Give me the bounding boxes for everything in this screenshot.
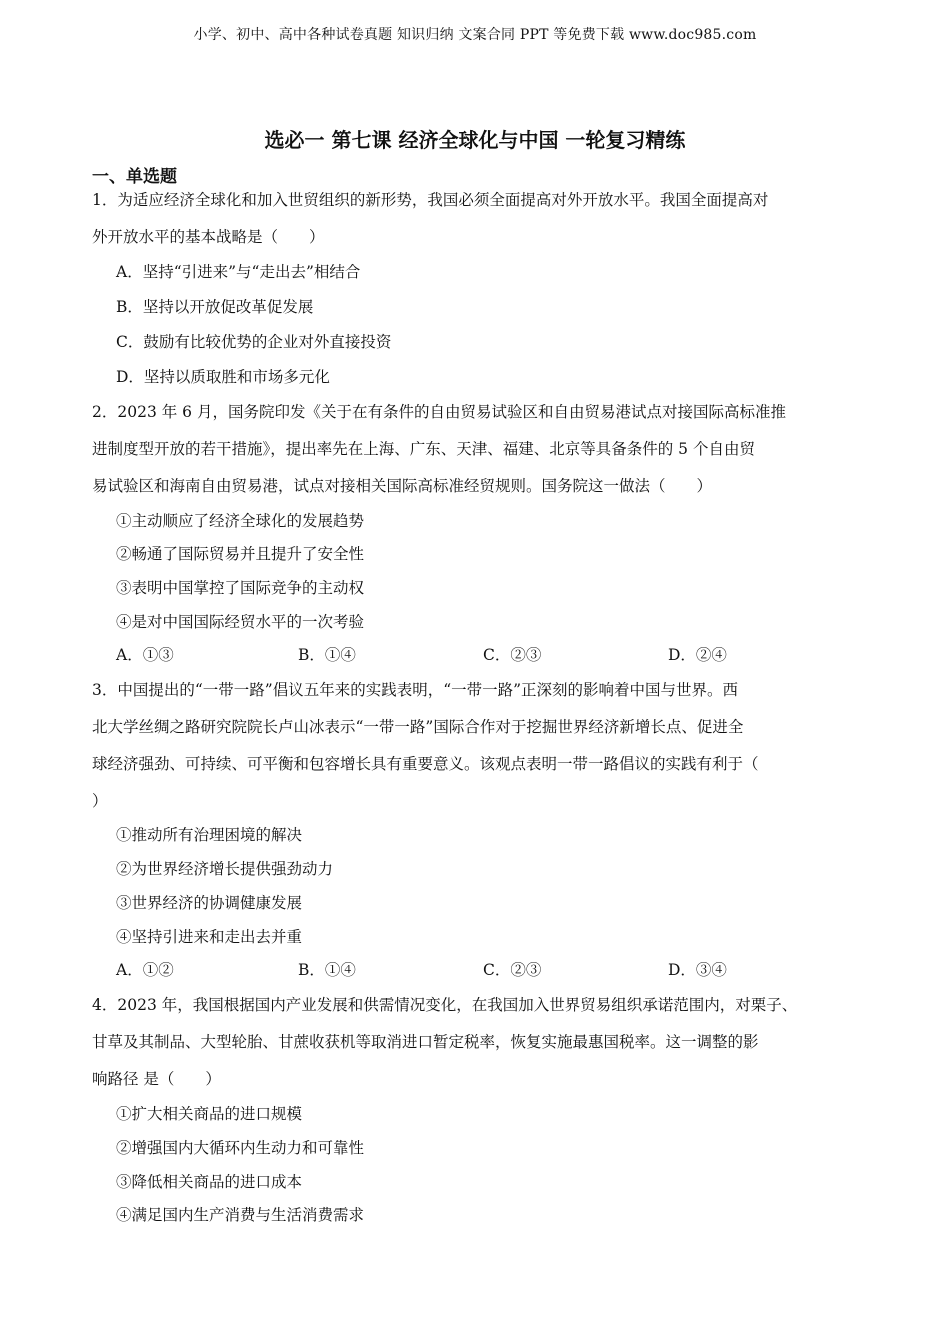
q3-item-1: ①推动所有治理困境的解决 xyxy=(116,826,303,844)
q3-item-4: ④坚持引进来和走出去并重 xyxy=(116,928,303,946)
q4-item-3: ③降低相关商品的进口成本 xyxy=(116,1173,303,1191)
q4-item-1: ①扩大相关商品的进口规模 xyxy=(116,1105,303,1123)
q3-option-d: D．③④ xyxy=(668,961,727,979)
q2-line-2: 进制度型开放的若干措施》，提出率先在上海、广东、天津、福建、北京等具备条件的 5 个自由贸 xyxy=(92,440,755,458)
q3-option-a: A．①② xyxy=(116,961,174,979)
q2-item-1: ①主动顺应了经济全球化的发展趋势 xyxy=(116,512,365,530)
q1-line-1: 1．为适应经济全球化和加入世贸组织的新形势，我国必须全面提高对外开放水平。我国全面提高对 xyxy=(92,191,769,209)
q2-line-3: 易试验区和海南自由贸易港，试点对接相关国际高标准经贸规则。国务院这一做法（ ） xyxy=(92,477,713,495)
q1-option-a: A．坚持“引进来”与“走出去”相结合 xyxy=(116,263,361,281)
q1-option-c: C．鼓励有比较优势的企业对外直接投资 xyxy=(116,333,392,351)
q4-line-3: 响路径 是（ ） xyxy=(92,1070,221,1088)
q2-item-3: ③表明中国掌控了国际竞争的主动权 xyxy=(116,579,365,597)
q2-option-d: D．②④ xyxy=(668,646,727,664)
q2-item-4: ④是对中国国际经贸水平的一次考验 xyxy=(116,613,365,631)
q4-item-2: ②增强国内大循环内生动力和可靠性 xyxy=(116,1139,365,1157)
page-title: 选必一 第七课 经济全球化与中国 一轮复习精练 xyxy=(264,128,686,152)
q2-option-b: B．①④ xyxy=(298,646,356,664)
q3-option-c: C．②③ xyxy=(483,961,542,979)
q2-line-1: 2．2023 年 6 月，国务院印发《关于在有条件的自由贸易试验区和自由贸易港试点对接国际高标准推 xyxy=(92,403,786,421)
q1-option-d: D．坚持以质取胜和市场多元化 xyxy=(116,368,330,386)
q3-option-b: B．①④ xyxy=(298,961,356,979)
q2-option-a: A．①③ xyxy=(116,646,174,664)
q3-item-3: ③世界经济的协调健康发展 xyxy=(116,894,303,912)
section-heading: 一、单选题 xyxy=(92,167,177,187)
q3-line-4: ） xyxy=(92,792,108,810)
q3-line-3: 球经济强劲、可持续、可平衡和包容增长具有重要意义。该观点表明一带一路倡议的实践有利于（ xyxy=(92,755,759,773)
q4-line-2: 甘草及其制品、大型轮胎、甘蔗收获机等取消进口暂定税率，恢复实施最惠国税率。这一调整的影 xyxy=(92,1033,759,1051)
q4-line-1: 4．2023 年，我国根据国内产业发展和供需情况变化，在我国加入世界贸易组织承诺范围内，对栗子、 xyxy=(92,996,798,1014)
q4-item-4: ④满足国内生产消费与生活消费需求 xyxy=(116,1206,365,1224)
q2-item-2: ②畅通了国际贸易并且提升了安全性 xyxy=(116,545,365,563)
q1-option-b: B．坚持以开放促改革促发展 xyxy=(116,298,314,316)
site-header: 小学、初中、高中各种试卷真题 知识归纳 文案合同 PPT 等免费下载 www.doc985.com xyxy=(193,27,757,43)
q3-line-1: 3．中国提出的“一带一路”倡议五年来的实践表明，“一带一路”正深刻的影响着中国与世界。西 xyxy=(92,681,739,699)
q2-option-c: C．②③ xyxy=(483,646,542,664)
q3-line-2: 北大学丝绸之路研究院院长卢山冰表示“一带一路”国际合作对于挖掘世界经济新增长点、促进全 xyxy=(92,718,744,736)
q1-line-2: 外开放水平的基本战略是（ ） xyxy=(92,228,325,246)
q3-item-2: ②为世界经济增长提供强劲动力 xyxy=(116,860,334,878)
